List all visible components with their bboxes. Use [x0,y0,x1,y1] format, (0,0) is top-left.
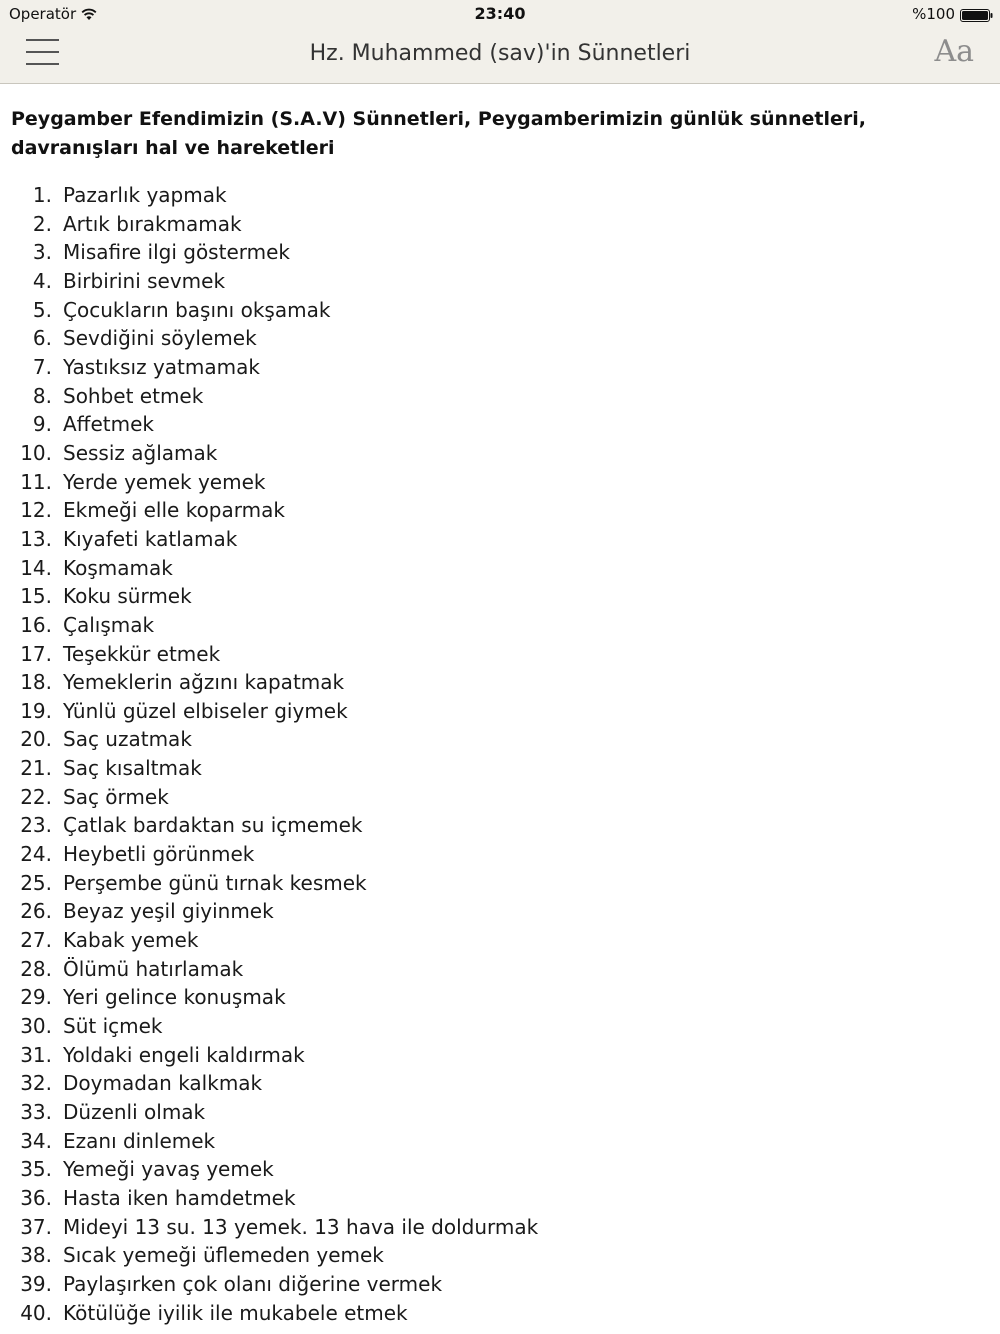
list-item-number: 21. [20,756,52,781]
list-item-number: 16. [20,612,52,637]
list-item-number: 11. [20,469,52,494]
battery-icon [960,7,994,20]
list-item-text: Kabak yemek [63,928,199,953]
list-item-number: 37. [20,1214,52,1239]
list-item [0,926,1000,955]
list-item-number: 27. [20,928,52,953]
list-item [0,525,1000,554]
list-item-text: Mideyi 13 su. 13 yemek. 13 hava ile doldurmak [63,1214,539,1239]
list-item-number: 8. [32,383,52,408]
list-item [0,1098,1000,1127]
list-item-text: Çalışmak [63,612,155,637]
list-item-text: Çatlak bardaktan su içmemek [63,813,363,838]
list-item-text: Çocukların başını okşamak [63,297,331,322]
list-item [0,496,1000,525]
list-item [0,296,1000,325]
list-item [0,725,1000,754]
list-item [0,554,1000,583]
battery-percentage: %100 [912,5,955,23]
list-item [0,697,1000,726]
list-item [0,353,1000,382]
list-item-text: Koku sürmek [63,584,192,609]
list-item [0,468,1000,497]
list-item [0,754,1000,783]
status-bar [0,0,1000,28]
list-item [0,410,1000,439]
list-item-text: Paylaşırken çok olanı diğerine vermek [63,1271,443,1296]
list-item-number: 6. [32,326,52,351]
list-item [0,983,1000,1012]
list-item-text: Yeri gelince konuşmak [63,985,286,1010]
list-item [0,611,1000,640]
list-item-number: 3. [32,240,52,265]
list-item [0,1241,1000,1270]
list-item-number: 31. [20,1042,52,1067]
list-item [0,640,1000,669]
list-item-text: Saç uzatmak [63,727,192,752]
list-item [0,1012,1000,1041]
list-item-text: Sohbet etmek [63,383,204,408]
list-item [0,267,1000,296]
list-item-number: 35. [20,1157,52,1182]
list-item-number: 40. [20,1300,52,1325]
list-item-number: 34. [20,1128,52,1153]
list-item [0,840,1000,869]
list-item [0,382,1000,411]
list-item-text: Artık bırakmamak [63,211,242,236]
list-item-number: 20. [20,727,52,752]
list-item-text: Saç örmek [63,784,169,809]
list-item-number: 19. [20,698,52,723]
list-item-text: Teşekkür etmek [63,641,221,666]
list-item-text: Affetmek [63,412,154,437]
list-item [0,181,1000,210]
list-item-number: 5. [32,297,52,322]
list-item [0,1299,1000,1328]
list-item-text: Düzenli olmak [63,1100,206,1124]
list-item-number: 32. [20,1071,52,1096]
list-item-number: 2. [32,211,52,236]
page-title: Hz. Muhammed (sav)'in Sünnetleri [309,41,691,66]
list-item-text: Ölümü hatırlamak [63,956,244,981]
list-item [0,1184,1000,1213]
list-item-text: Perşembe günü tırnak kesmek [63,870,367,895]
list-item-number: 33. [20,1100,52,1124]
list-item-text: Misafire ilgi göstermek [63,240,290,265]
list-item-text: Yerde yemek yemek [63,469,266,494]
list-item-text: Yünlü güzel elbiseler giymek [63,698,348,723]
sunnah-list [0,181,1000,1327]
list-item-number: 23. [20,813,52,838]
list-item-text: Doymadan kalkmak [63,1071,263,1096]
list-item-text: Heybetli görünmek [63,842,255,867]
hamburger-menu-icon[interactable] [26,38,60,68]
list-item-number: 17. [20,641,52,666]
list-item-number: 39. [20,1271,52,1296]
list-item [0,668,1000,697]
list-item [0,869,1000,898]
list-item [0,1270,1000,1299]
list-item-text: Hasta iken hamdetmek [63,1185,296,1210]
list-item-number: 7. [32,354,52,379]
list-item-text: Yemeği yavaş yemek [63,1157,274,1182]
list-item-text: Sıcak yemeği üflemeden yemek [63,1243,384,1268]
list-item-number: 15. [20,584,52,609]
list-item-number: 29. [20,985,52,1010]
list-item-text: Yoldaki engeli kaldırmak [63,1042,305,1067]
list-item-text: Sevdiğini söylemek [63,326,257,351]
list-item [0,324,1000,353]
list-item-number: 1. [32,183,52,207]
content-area[interactable] [0,84,1000,1334]
list-item-text: Pazarlık yapmak [63,183,227,207]
list-item-number: 26. [20,899,52,924]
list-item-number: 4. [32,268,52,293]
list-item [0,582,1000,611]
list-item-text: Ezanı dinlemek [63,1128,216,1153]
list-item-text: Kötülüğe iyilik ile mukabele etmek [63,1300,408,1325]
list-item [0,1069,1000,1098]
list-item-text: Yemeklerin ağzını kapatmak [63,670,345,695]
list-item-number: 9. [32,412,52,437]
list-item-text: Birbirini sevmek [63,268,226,293]
article-heading: Peygamber Efendimizin (S.A.V) Sünnetleri, Peygamberimizin günlük sünnetleri, davranışları hal ve hareketleri [11,108,866,159]
list-item-number: 25. [20,870,52,895]
font-size-button[interactable]: Aa [934,34,974,69]
list-item-number: 36. [20,1185,52,1210]
list-item [0,210,1000,239]
list-item-text: Süt içmek [63,1014,163,1039]
list-item-number: 18. [20,670,52,695]
list-item [0,439,1000,468]
navigation-bar [0,28,1000,84]
list-item-number: 22. [20,784,52,809]
list-item [0,897,1000,926]
list-item-text: Beyaz yeşil giyinmek [63,899,274,924]
list-item [0,1041,1000,1070]
status-time: 23:40 [474,4,526,23]
list-item-number: 38. [20,1243,52,1268]
list-item-number: 24. [20,842,52,867]
list-item-text: Yastıksız yatmamak [63,354,260,379]
list-item-text: Ekmeği elle koparmak [63,498,285,523]
list-item [0,783,1000,812]
list-item-number: 13. [20,526,52,551]
list-item [0,238,1000,267]
carrier-label: Operatör [9,5,77,23]
list-item [0,1213,1000,1242]
list-item-number: 14. [20,555,52,580]
list-item-text: Sessiz ağlamak [63,440,218,465]
list-item-number: 12. [20,498,52,523]
list-item [0,1155,1000,1184]
list-item-number: 30. [20,1014,52,1039]
list-item-number: 28. [20,956,52,981]
list-item [0,811,1000,840]
list-item-text: Koşmamak [63,555,173,580]
list-item-text: Saç kısaltmak [63,756,202,781]
list-item-number: 10. [20,440,52,465]
list-item [0,1127,1000,1156]
list-item-text: Kıyafeti katlamak [63,526,238,551]
list-item [0,955,1000,984]
